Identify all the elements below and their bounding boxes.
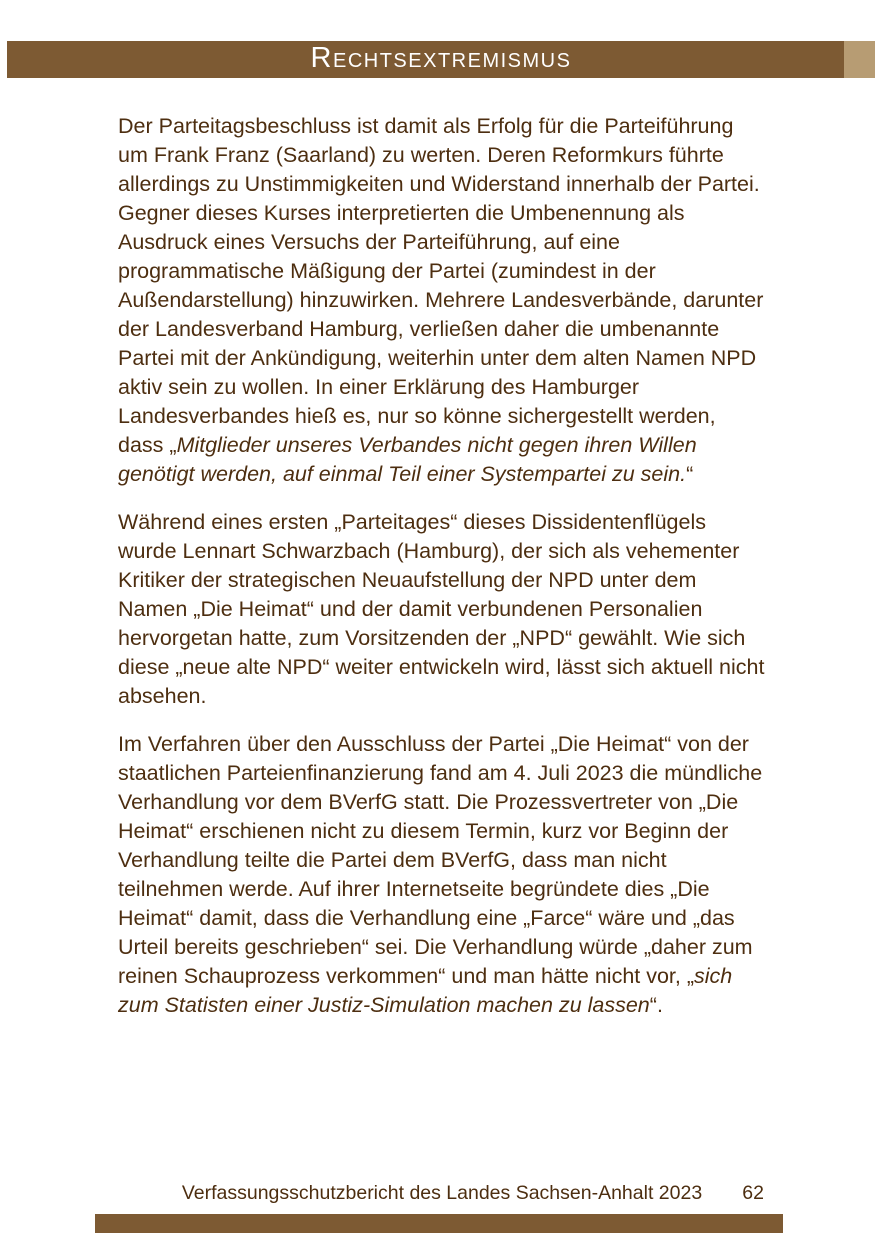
paragraph-text: “. [649, 993, 663, 1017]
paragraph-text: Während eines ersten „Parteitages“ dieses Dissidentenflügels wurde Lennart Schwarzbach (Hamburg), der sich als vehementer Kritiker der strategischen Neuaufstellung der NPD unter dem Namen „Die Heimat“ und der damit verbundenen Personalien hervorgetan hatte, zum Vorsitzenden der „NPD“ gewählt. Wie sich diese „neue alte NPD“ weiter entwickeln wird, lässt sich aktuell nicht absehen. [118, 510, 765, 708]
paragraph-text: “ [686, 462, 694, 486]
quote-italic-text: sich zum Statisten einer Justiz-Simulation machen zu lassen [118, 964, 733, 1017]
chapter-title: Rechtsextremismus [310, 42, 572, 74]
paragraph [118, 112, 766, 489]
paragraph-text: Im Verfahren über den Ausschluss der Partei „Die Heimat“ von der staatlichen Parteienfinanzierung fand am 4. Juli 2023 die mündliche Verhandlung vor dem BVerfG statt. Die Prozessvertreter von „Die Heimat“ erschienen nicht zu diesem Termin, kurz vor Beginn der Verhandlung teilte die Partei dem BVerfG, dass man nicht teilnehmen werde. Auf ihrer Internetseite begründete dies „Die Heimat“ damit, dass die Verhandlung eine „Farce“ wäre und „das Urteil bereits geschrieben“ sei. Die Verhandlung würde „daher zum reinen Schauprozess verkommen“ und man hätte nicht vor, „ [118, 732, 763, 988]
bottom-bar [95, 1214, 783, 1233]
page-number: 62 [742, 1182, 764, 1204]
footer-title: Verfassungsschutzbericht des Landes Sachsen-Anhalt 2023 [181, 1182, 703, 1204]
paragraph [118, 730, 766, 1020]
quote-italic-text: Mitglieder unseres Verbandes nicht gegen ihren Willen genötigt werden, auf einmal Teil einer Systempartei zu sein. [118, 433, 697, 486]
chapter-header-bar [7, 41, 875, 78]
paragraph-text: Der Parteitagsbeschluss ist damit als Erfolg für die Parteiführung um Frank Franz (Saarland) zu werten. Deren Reformkurs führte allerdings zu Unstimmigkeiten und Widerstand innerhalb der Partei. Gegner dieses Kurses interpretierten die Umbenennung als Ausdruck eines Versuchs der Parteiführung, auf eine programmatische Mäßigung der Partei (zumindest in der Außendarstellung) hinzuwirken. Mehrere Landesverbände, darunter der Landesverband Hamburg, verließen daher die umbenannte Partei mit der Ankündigung, weiterhin unter dem alten Namen NPD aktiv sein zu wollen. In einer Erklärung des Hamburger Landesverbandes hieß es, nur so könne sichergestellt werden, dass „ [118, 114, 764, 457]
chapter-edge-tab [844, 41, 875, 78]
paragraph [118, 508, 766, 711]
page-footer [118, 1181, 766, 1205]
body-text [118, 112, 766, 1039]
